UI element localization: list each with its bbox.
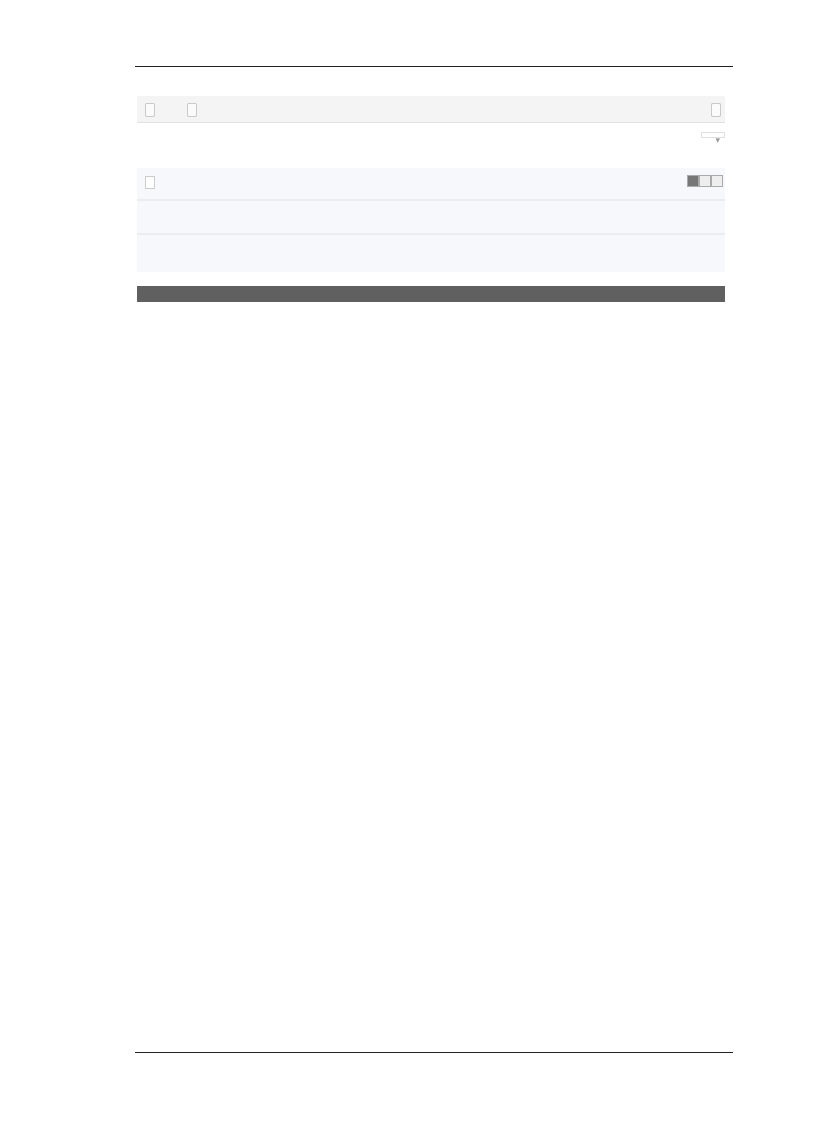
email-button[interactable] [187,103,197,117]
export-button[interactable] [145,103,155,117]
page-header [135,42,733,67]
site-usage-header [137,286,725,302]
segments-select[interactable] [711,103,721,117]
analytics-toolbar [137,96,725,123]
date-range-picker[interactable] [701,132,725,138]
visits-line-chart [137,186,725,278]
page-footer [135,1052,733,1079]
analytics-figure [137,96,725,386]
